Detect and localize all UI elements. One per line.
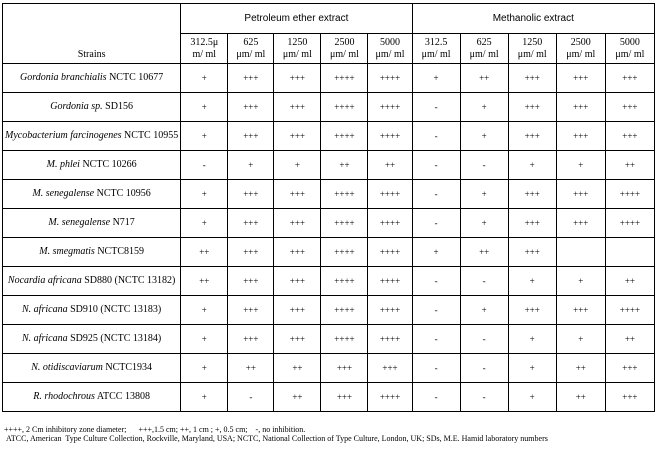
petroleum-ether-value: +++ <box>274 64 321 93</box>
conc-unit: μm/ ml <box>469 48 499 60</box>
conc-value: 1250 <box>287 36 308 48</box>
strain-cell <box>3 238 181 267</box>
petroleum-ether-value: +++ <box>228 93 274 122</box>
petroleum-ether-value: ++++ <box>368 325 412 354</box>
methanolic-value: +++ <box>508 180 556 209</box>
footnote-legend: ++++, 2 Cm inhibitory zone diameter; +++,1.5 cm; ++, 1 cm ; +, 0.5 cm; -, no inhibition. <box>4 425 306 434</box>
methanolic-value: + <box>508 267 556 296</box>
strain-code: N717 <box>110 217 135 228</box>
conc-value: 5000 <box>380 36 401 48</box>
methanolic-value: ++ <box>605 325 654 354</box>
conc-unit: μm/ ml <box>329 48 359 60</box>
strain-code: ATCC 13808 <box>94 391 150 402</box>
methanolic-value: - <box>460 354 508 383</box>
methanolic-value: ++ <box>556 383 605 412</box>
methanolic-value: + <box>460 93 508 122</box>
petroleum-ether-value: ++ <box>181 238 228 267</box>
strain-cell <box>3 383 181 412</box>
petroleum-ether-value: +++ <box>368 354 412 383</box>
methanolic-value: + <box>508 383 556 412</box>
petroleum-ether-value: ++++ <box>368 64 412 93</box>
conc-value: 2500 <box>334 36 355 48</box>
petroleum-ether-value: ++++ <box>321 122 368 151</box>
petroleum-ether-value: ++ <box>181 267 228 296</box>
methanolic-value: +++ <box>605 64 654 93</box>
conc-unit: μm/ ml <box>375 48 405 60</box>
methanolic-value: - <box>412 122 460 151</box>
strain-code: SD156 <box>102 101 133 112</box>
conc-header-pe-4 <box>321 34 368 64</box>
strain-species: N. africana <box>22 304 68 315</box>
strain-cell <box>3 93 181 122</box>
methanolic-value: - <box>412 267 460 296</box>
table-row <box>3 267 655 296</box>
table-row <box>3 180 655 209</box>
petroleum-ether-value: + <box>181 122 228 151</box>
petroleum-ether-value: +++ <box>274 267 321 296</box>
methanolic-value <box>605 238 654 267</box>
strain-cell <box>3 296 181 325</box>
petroleum-ether-value: ++ <box>368 151 412 180</box>
methanolic-value: +++ <box>556 296 605 325</box>
methanolic-value: +++ <box>508 209 556 238</box>
conc-unit: m/ ml <box>192 48 217 60</box>
methanolic-value: ++++ <box>605 209 654 238</box>
methanolic-value: + <box>460 122 508 151</box>
footnote-abbreviations: ATCC, American Type Culture Collection, Rockville, Maryland, USA; NCTC, National Collection of Type Culture, London, UK; SDs, M.E. Hamid laboratory numbers <box>4 434 548 443</box>
methanolic-value: +++ <box>605 354 654 383</box>
table-row <box>3 122 655 151</box>
petroleum-ether-value: + <box>181 354 228 383</box>
petroleum-ether-header: Petroleum ether extract <box>181 4 412 34</box>
conc-unit: μm/ ml <box>421 48 451 60</box>
table-body <box>3 64 655 412</box>
methanolic-value: ++ <box>556 354 605 383</box>
conc-header-pe-1 <box>181 34 228 64</box>
petroleum-ether-value: ++++ <box>368 209 412 238</box>
petroleum-ether-value: ++++ <box>368 238 412 267</box>
methanolic-value: +++ <box>556 64 605 93</box>
methanolic-value: +++ <box>508 93 556 122</box>
strain-code: NCTC 10677 <box>106 72 164 83</box>
table-row <box>3 354 655 383</box>
strain-code: NCTC 10266 <box>79 159 137 170</box>
strain-species: M. senegalense <box>32 188 95 199</box>
petroleum-ether-value: - <box>181 151 228 180</box>
methanolic-value: - <box>412 354 460 383</box>
conc-unit: μm/ ml <box>517 48 547 60</box>
petroleum-ether-value: ++++ <box>368 267 412 296</box>
conc-header-pe-2 <box>228 34 274 64</box>
petroleum-ether-value: +++ <box>274 93 321 122</box>
strain-species: N. otidiscaviarum <box>31 362 103 373</box>
strain-species: N. africana <box>22 333 68 344</box>
petroleum-ether-value: +++ <box>228 180 274 209</box>
conc-unit: μm/ ml <box>615 48 645 60</box>
methanolic-value: +++ <box>556 122 605 151</box>
methanolic-value: - <box>460 267 508 296</box>
conc-unit: μm/ ml <box>282 48 312 60</box>
petroleum-ether-value: + <box>181 93 228 122</box>
strain-code: SD880 (NCTC 13182) <box>81 275 176 286</box>
petroleum-ether-value: ++++ <box>368 180 412 209</box>
methanolic-value: - <box>412 209 460 238</box>
petroleum-ether-value: ++++ <box>321 209 368 238</box>
methanolic-value: +++ <box>556 180 605 209</box>
methanolic-value: + <box>460 296 508 325</box>
methanolic-value: + <box>412 238 460 267</box>
petroleum-ether-value: +++ <box>228 296 274 325</box>
methanolic-value: + <box>508 151 556 180</box>
methanolic-value: ++++ <box>605 180 654 209</box>
table-row <box>3 383 655 412</box>
conc-value: 1250 <box>522 36 543 48</box>
petroleum-ether-value: + <box>228 151 274 180</box>
strains-header-cell <box>3 4 181 64</box>
methanolic-value: - <box>460 151 508 180</box>
results-table-container <box>2 3 655 412</box>
table-row <box>3 93 655 122</box>
methanolic-value: + <box>508 354 556 383</box>
petroleum-ether-value: + <box>181 383 228 412</box>
conc-header-me-2 <box>460 34 508 64</box>
strain-code: NCTC 10956 <box>94 188 151 199</box>
strain-species: Nocardia africana <box>7 275 82 286</box>
petroleum-ether-value: ++ <box>274 354 321 383</box>
methanolic-value: - <box>460 325 508 354</box>
methanolic-value: ++++ <box>605 296 654 325</box>
strain-code: SD925 (NCTC 13184) <box>67 333 162 344</box>
strain-cell <box>3 209 181 238</box>
strain-cell <box>3 325 181 354</box>
petroleum-ether-value: +++ <box>274 209 321 238</box>
conc-value: 625 <box>243 36 259 48</box>
petroleum-ether-value: ++ <box>274 383 321 412</box>
methanolic-value: + <box>460 209 508 238</box>
strain-code: NCTC1934 <box>102 362 153 373</box>
petroleum-ether-value: ++++ <box>321 180 368 209</box>
petroleum-ether-value: +++ <box>228 267 274 296</box>
methanolic-value: +++ <box>508 238 556 267</box>
methanolic-value: ++ <box>605 151 654 180</box>
table-row <box>3 151 655 180</box>
petroleum-ether-value: +++ <box>274 238 321 267</box>
conc-value: 312.5 <box>424 36 448 48</box>
methanolic-value: + <box>556 267 605 296</box>
petroleum-ether-value: ++++ <box>368 122 412 151</box>
petroleum-ether-value: + <box>181 209 228 238</box>
petroleum-ether-value: ++++ <box>321 238 368 267</box>
methanolic-value: - <box>412 151 460 180</box>
conc-header-pe-3 <box>274 34 321 64</box>
methanolic-value: + <box>460 180 508 209</box>
petroleum-ether-value: +++ <box>321 383 368 412</box>
methanolic-value: + <box>412 64 460 93</box>
table-row <box>3 209 655 238</box>
conc-header-me-1 <box>412 34 460 64</box>
methanolic-value: - <box>412 383 460 412</box>
strain-species: R. rhodochrous <box>33 391 95 402</box>
petroleum-ether-value: +++ <box>228 122 274 151</box>
methanolic-value: +++ <box>508 64 556 93</box>
methanolic-value: - <box>412 325 460 354</box>
strain-species: Mycobacterium farcinogenes <box>5 130 122 141</box>
petroleum-ether-value: ++++ <box>321 267 368 296</box>
conc-value: 312.5μ <box>190 36 219 48</box>
methanolic-value: + <box>556 325 605 354</box>
petroleum-ether-value: ++++ <box>321 64 368 93</box>
strain-species: M. smegmatis <box>39 246 95 257</box>
conc-value: 5000 <box>619 36 640 48</box>
methanolic-value: - <box>412 180 460 209</box>
table-row <box>3 238 655 267</box>
petroleum-ether-value: + <box>274 151 321 180</box>
strain-cell <box>3 267 181 296</box>
methanolic-header: Methanolic extract <box>412 4 654 34</box>
petroleum-ether-value: + <box>181 180 228 209</box>
petroleum-ether-value: + <box>181 64 228 93</box>
conc-value: 2500 <box>570 36 591 48</box>
petroleum-ether-value: + <box>181 296 228 325</box>
table-row <box>3 325 655 354</box>
strain-cell <box>3 180 181 209</box>
petroleum-ether-value: ++++ <box>368 383 412 412</box>
strain-species: M. senegalense <box>48 217 111 228</box>
methanolic-value: + <box>556 151 605 180</box>
methanolic-value <box>556 238 605 267</box>
methanolic-value: +++ <box>605 93 654 122</box>
methanolic-value: +++ <box>556 209 605 238</box>
petroleum-ether-value: ++++ <box>321 93 368 122</box>
conc-value: 625 <box>476 36 492 48</box>
petroleum-ether-value: ++ <box>228 354 274 383</box>
petroleum-ether-value: - <box>228 383 274 412</box>
methanolic-value: - <box>412 296 460 325</box>
methanolic-value: +++ <box>508 296 556 325</box>
strain-cell <box>3 122 181 151</box>
petroleum-ether-value: +++ <box>274 325 321 354</box>
strains-header: Strains <box>77 49 106 60</box>
petroleum-ether-value: ++ <box>321 151 368 180</box>
petroleum-ether-value: ++++ <box>321 296 368 325</box>
methanolic-value: +++ <box>605 122 654 151</box>
conc-header-me-5 <box>605 34 654 64</box>
strain-cell <box>3 151 181 180</box>
petroleum-ether-value: +++ <box>321 354 368 383</box>
petroleum-ether-value: +++ <box>228 209 274 238</box>
conc-unit: μm/ ml <box>236 48 266 60</box>
conc-unit: μm/ ml <box>566 48 596 60</box>
petroleum-ether-value: ++++ <box>368 93 412 122</box>
petroleum-ether-value: +++ <box>274 122 321 151</box>
strain-species: M. phlei <box>46 159 80 170</box>
methanolic-value: ++ <box>605 267 654 296</box>
petroleum-ether-value: +++ <box>228 325 274 354</box>
petroleum-ether-value: +++ <box>274 180 321 209</box>
methanolic-value: - <box>460 383 508 412</box>
conc-header-me-4 <box>556 34 605 64</box>
methanolic-value: + <box>508 325 556 354</box>
methanolic-value: +++ <box>556 93 605 122</box>
methanolic-value: - <box>412 93 460 122</box>
petroleum-ether-value: + <box>181 325 228 354</box>
conc-header-pe-5 <box>368 34 412 64</box>
table-footnote <box>4 425 654 443</box>
petroleum-ether-value: ++++ <box>368 296 412 325</box>
strain-code: NCTC 10955 <box>121 130 179 141</box>
inhibition-table <box>2 3 655 412</box>
strain-species: Gordonia sp. <box>50 101 103 112</box>
methanolic-value: +++ <box>605 383 654 412</box>
petroleum-ether-value: ++++ <box>321 325 368 354</box>
methanolic-value: ++ <box>460 238 508 267</box>
strain-cell <box>3 354 181 383</box>
methanolic-value: +++ <box>508 122 556 151</box>
table-row <box>3 296 655 325</box>
strain-cell <box>3 64 181 93</box>
group-header-row <box>3 4 655 34</box>
petroleum-ether-value: +++ <box>228 238 274 267</box>
strain-code: NCTC8159 <box>94 246 144 257</box>
conc-header-me-3 <box>508 34 556 64</box>
strain-species: Gordonia branchialis <box>19 72 107 83</box>
strain-code: SD910 (NCTC 13183) <box>67 304 162 315</box>
methanolic-value: ++ <box>460 64 508 93</box>
table-row <box>3 64 655 93</box>
petroleum-ether-value: +++ <box>228 64 274 93</box>
petroleum-ether-value: +++ <box>274 296 321 325</box>
